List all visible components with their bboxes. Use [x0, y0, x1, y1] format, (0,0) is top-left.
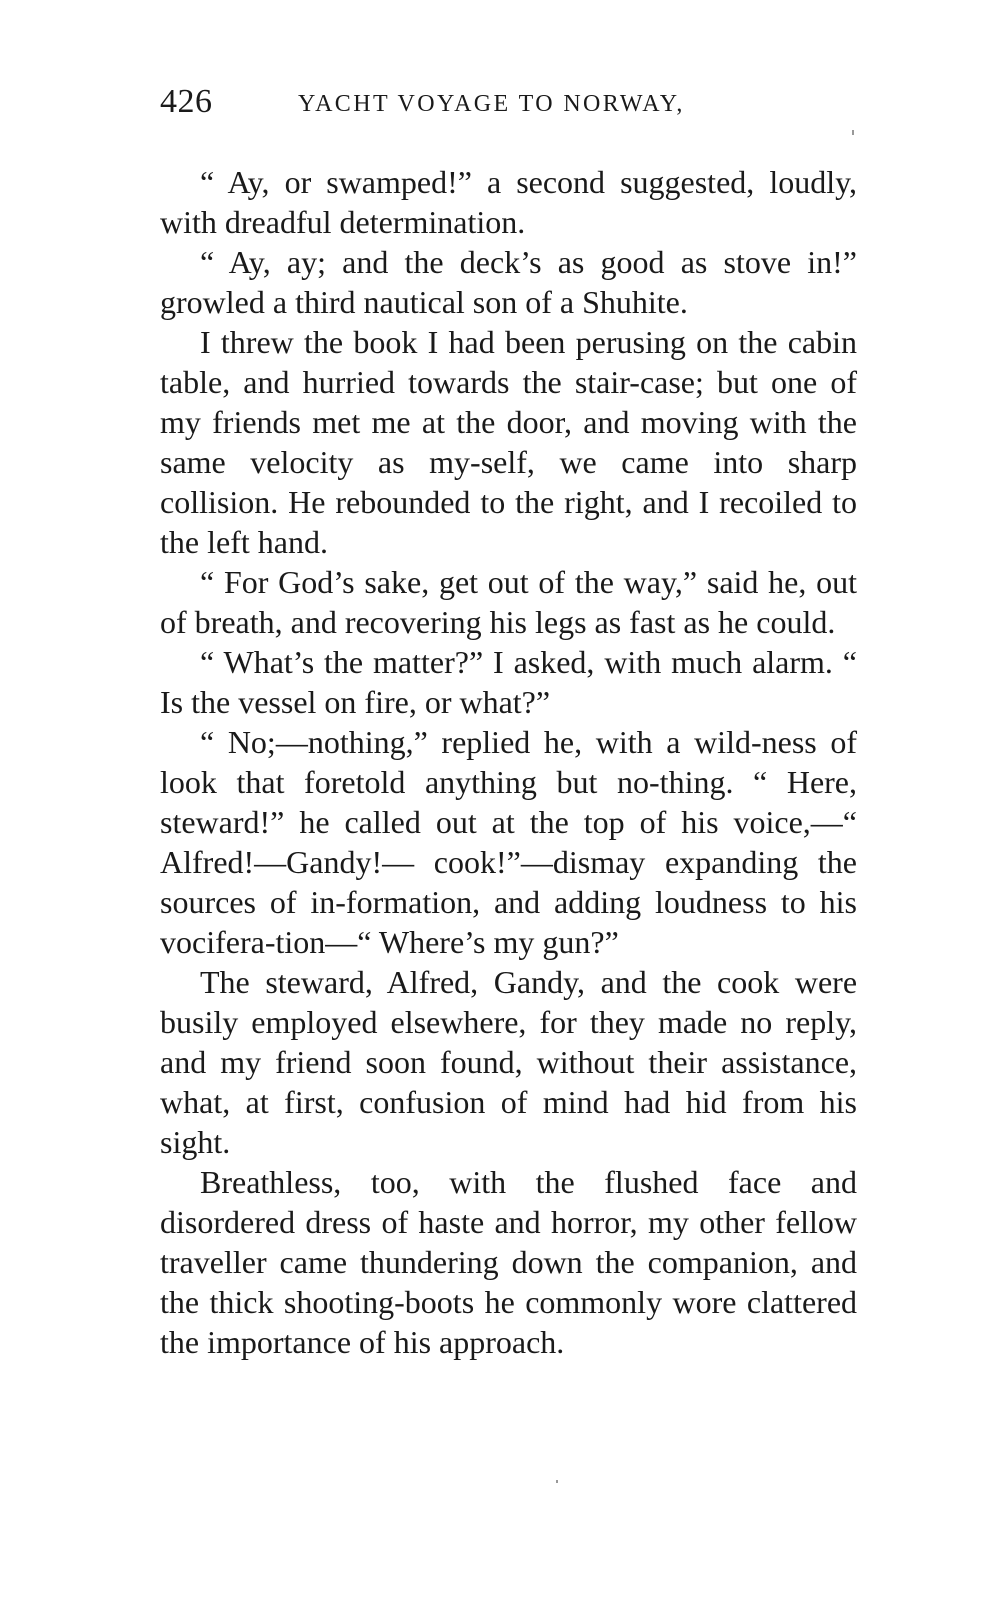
text-line: their assistance, what, at first, confusion of mind [160, 1044, 858, 1120]
text-line: “ No;—nothing,” replied he, with a wild- [200, 724, 762, 760]
text-line: the companion, and the thick shooting-boots [160, 1244, 858, 1320]
body-text [160, 162, 857, 1362]
text-line: formation, and adding loudness to his vocifera- [160, 884, 858, 960]
ink-speck [556, 1480, 558, 1483]
paragraph [160, 562, 857, 642]
text-line: case; but one of my friends met me at the [160, 364, 858, 440]
paragraph [160, 242, 857, 322]
text-line: “ Ay, ay; and the deck’s as good as stove [200, 244, 792, 280]
text-line: to the right, and I recoiled to the left hand. [160, 484, 858, 560]
text-line: door, and moving with the same velocity as my- [160, 404, 858, 480]
text-line: the cabin table, and hurried towards the stair- [160, 324, 858, 400]
paragraph [160, 322, 857, 562]
text-line: thing. “ Here, steward!” he called out at [160, 764, 858, 840]
text-line: had hid from his sight. [160, 1084, 858, 1160]
text-line: disordered dress of haste and horror, my [160, 1204, 689, 1240]
text-line: other fellow traveller came thundering down [160, 1204, 858, 1280]
ink-speck [852, 130, 854, 135]
text-line: Breathless, too, with the flushed face and [200, 1164, 857, 1200]
text-line: ness of look that foretold anything but no- [160, 724, 858, 800]
paragraph [160, 1162, 857, 1362]
running-head [160, 82, 860, 122]
text-line: he commonly wore clattered the importance of [160, 1284, 858, 1360]
text-line: the top of his voice,—“ Alfred!—Gandy!— [160, 804, 858, 880]
paragraph [160, 642, 857, 722]
text-line: tion—“ Where’s my gun?” [275, 924, 619, 960]
text-line: “ Ay, or swamped!” a second suggested, [200, 164, 755, 200]
text-line: no reply, and my friend soon found, without [160, 1004, 858, 1080]
text-line: he, out of breath, and recovering his legs as [160, 564, 858, 640]
text-line: in!” growled a third nautical son of a Shuhite. [160, 244, 857, 320]
text-line: The steward, Alfred, Gandy, and the cook [200, 964, 780, 1000]
paragraph [160, 162, 857, 242]
text-line: his approach. [393, 1324, 565, 1360]
text-line: loudly, with dreadful determination. [160, 164, 858, 240]
paragraph [160, 962, 857, 1162]
text-line: “ For God’s sake, get out of the way,” said [200, 564, 759, 600]
page-number: 426 [160, 83, 213, 120]
paragraph [160, 722, 857, 962]
text-line: self, we came into sharp collision. He rebounded [160, 444, 858, 520]
text-line: fast as he could. [629, 604, 836, 640]
text-line: “ What’s the matter?” I asked, with much [200, 644, 743, 680]
text-line: cook!”—dismay expanding the sources of in- [160, 844, 857, 920]
running-title: YACHT VOYAGE TO NORWAY, [298, 91, 685, 117]
text-line: I threw the book I had been perusing on [200, 324, 729, 360]
text-line: were busily employed elsewhere, for they made [160, 964, 858, 1040]
text-line: alarm. “ Is the vessel on fire, or what?” [160, 644, 858, 720]
